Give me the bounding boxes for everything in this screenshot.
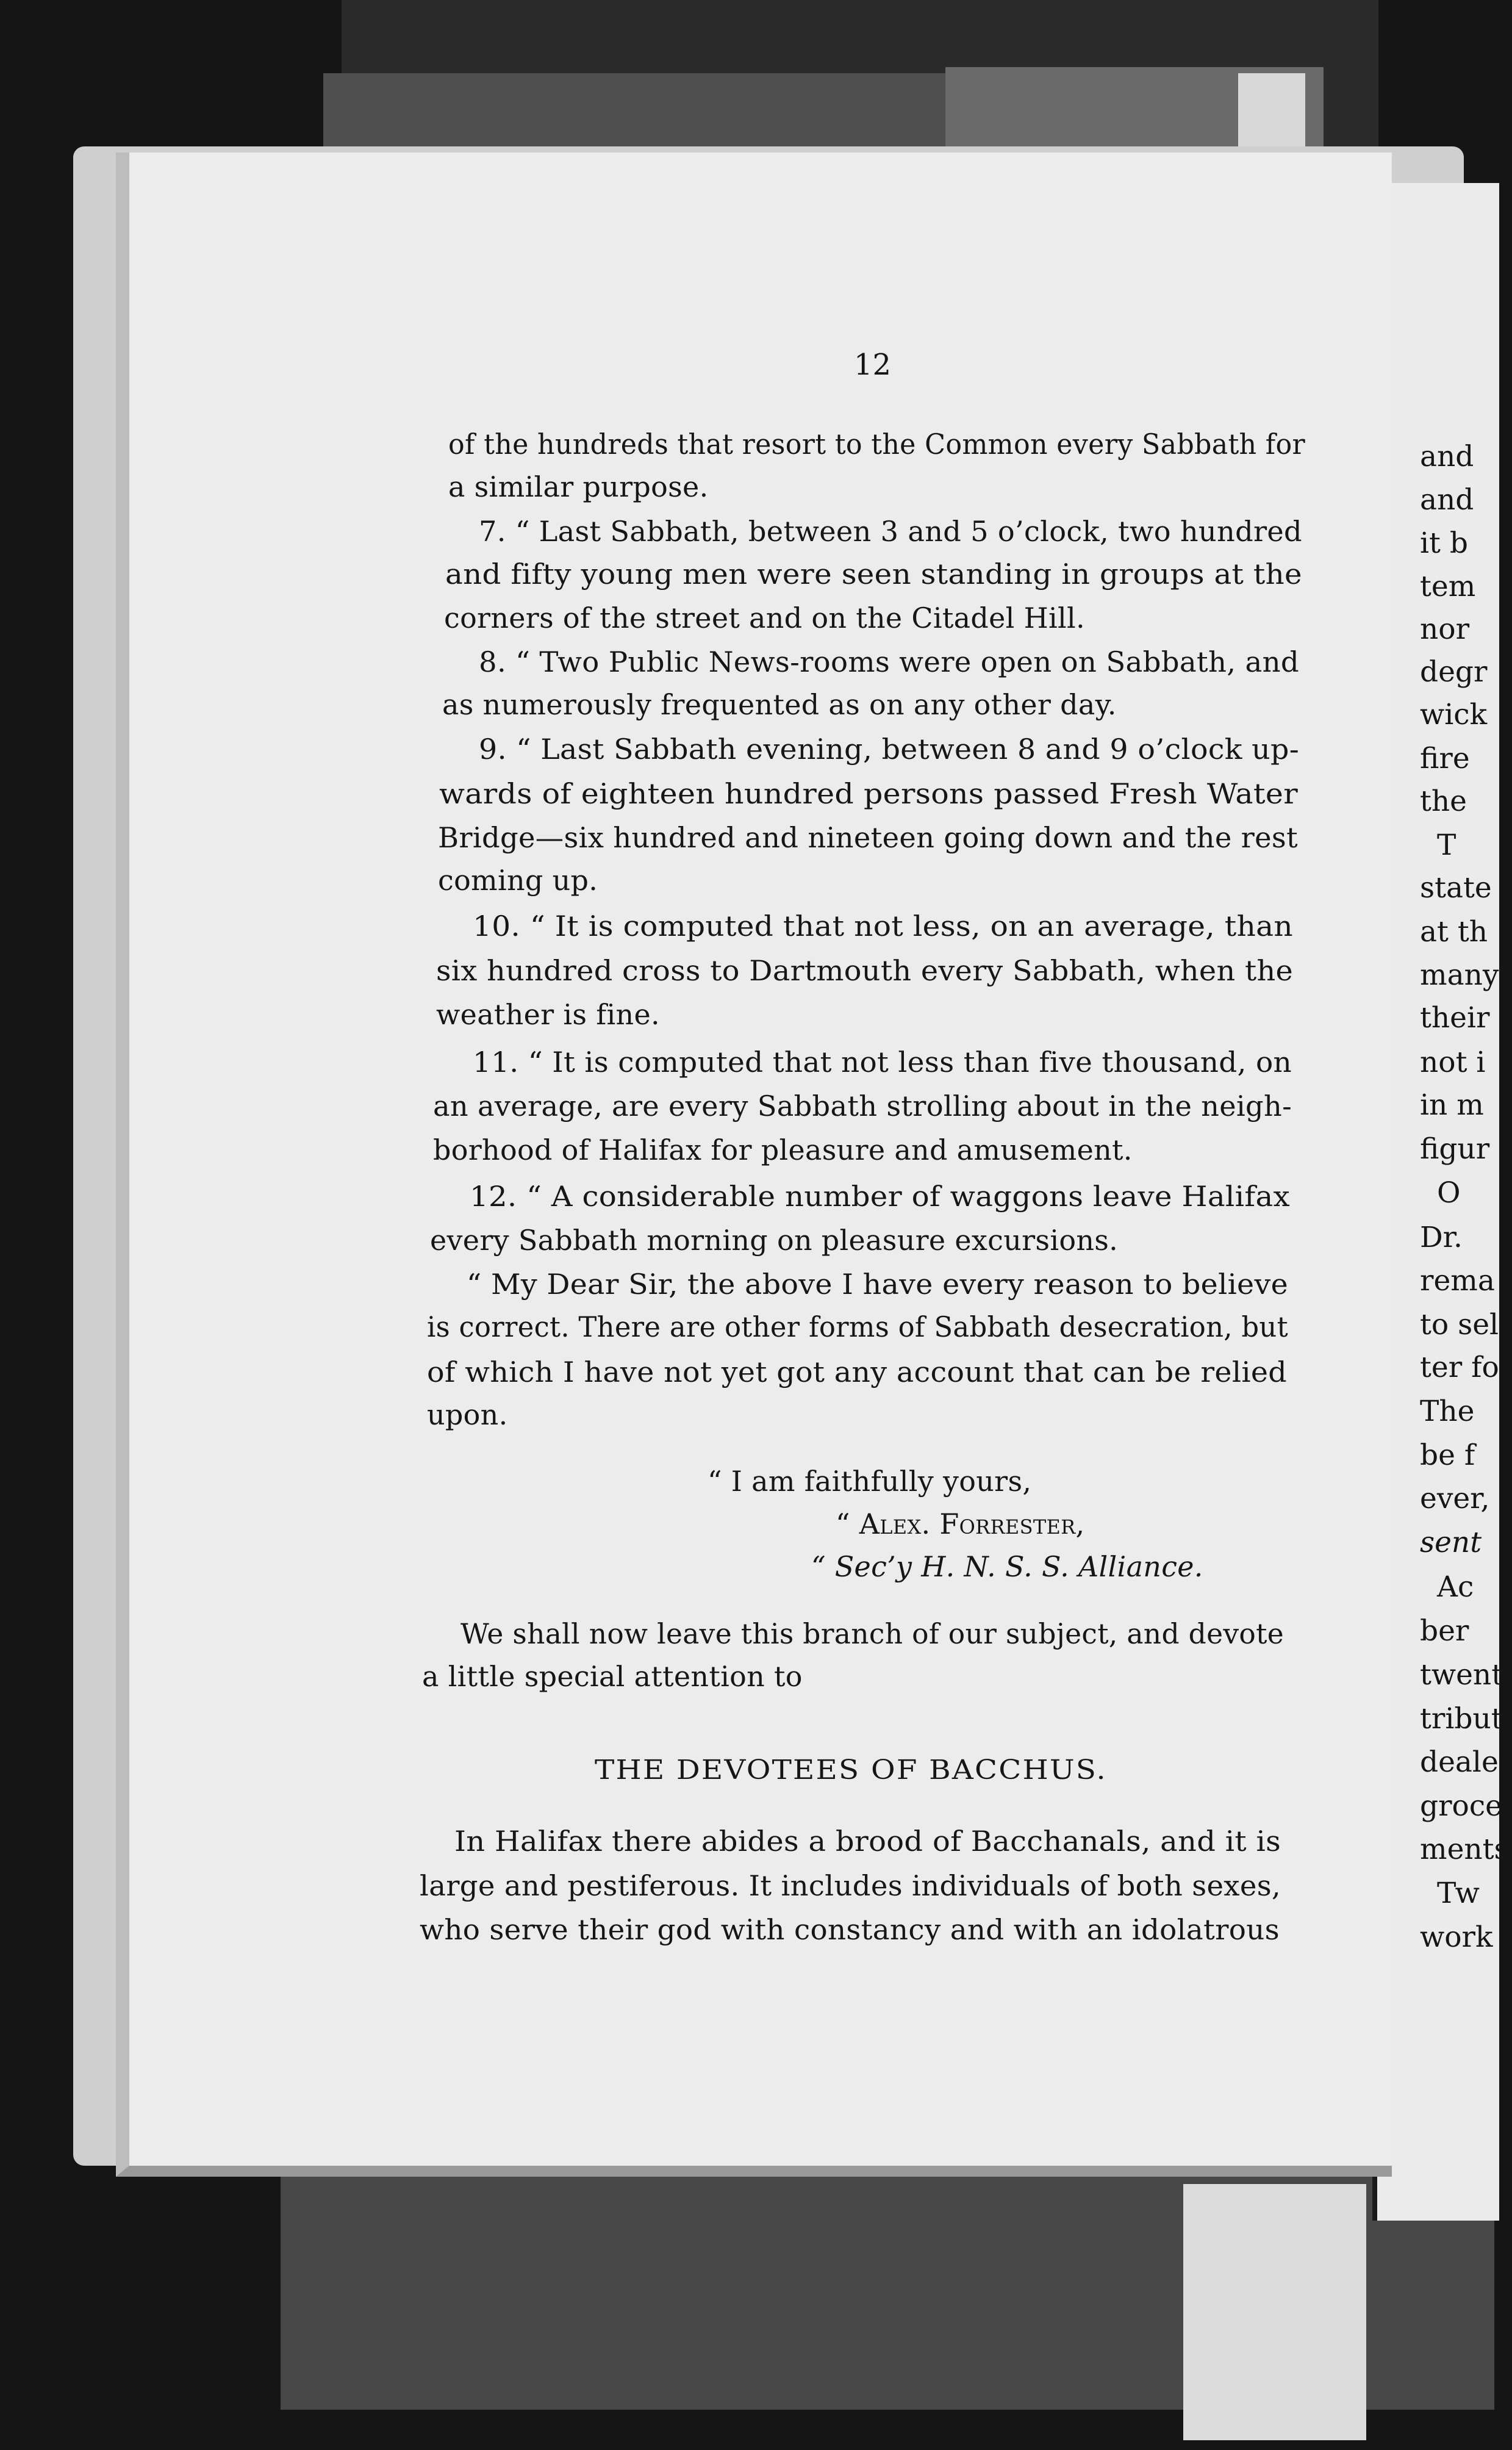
text-line: 8. “ Two Public News-rooms were open on Sabbath, and (479, 645, 1300, 678)
text-line: In Halifax there abides a brood of Bacchanals, and it is (454, 1825, 1281, 1858)
text-line: six hundred cross to Dartmouth every Sabbath, when the (436, 954, 1294, 987)
text-line: corners of the street and on the Citadel Hill. (444, 602, 1085, 634)
right-page-fragment: T (1437, 828, 1456, 862)
right-page-fragment: their (1420, 1001, 1490, 1035)
text-line: who serve their god with constancy and with an idolatrous (420, 1913, 1280, 1946)
right-page-fragment: figur (1420, 1132, 1490, 1166)
right-page-fragment: sent (1420, 1526, 1482, 1559)
text-line: coming up. (438, 864, 598, 897)
right-page-fragment: and (1420, 440, 1474, 473)
right-page-fragment: and (1420, 483, 1474, 517)
text-line: 11. “ It is computed that not less than five thousand, on (473, 1046, 1292, 1079)
right-page-fragment: work (1420, 1920, 1493, 1954)
text-line: an average, are every Sabbath strolling about in the neigh- (433, 1090, 1292, 1123)
section-heading: THE DEVOTEES OF BACCHUS. (595, 1755, 1108, 1786)
right-page-fragment: The (1420, 1395, 1475, 1428)
text-line: upon. (427, 1398, 508, 1431)
text-line: We shall now leave this branch of our subject, and devote (460, 1617, 1284, 1650)
right-page-fragment: ments (1420, 1833, 1509, 1866)
text-line: Bridge—six hundred and nineteen going down and the rest (438, 821, 1298, 854)
text-line: large and pestiferous. It includes individuals of both sexes, (420, 1869, 1281, 1902)
text-line: of which I have not yet got any account that can be relied (427, 1356, 1288, 1388)
right-page-fragment: wick (1420, 698, 1488, 731)
text-line: 7. “ Last Sabbath, between 3 and 5 o’clock, two hundred (479, 515, 1302, 548)
right-page-fragment: groce (1420, 1789, 1502, 1823)
right-page-fragment: it b (1420, 526, 1468, 560)
text-line: wards of eighteen hundred persons passed Fresh Water (439, 777, 1298, 810)
right-page-fragment: fire (1420, 742, 1470, 775)
signature-title: “ Sec’y H. N. S. S. Alliance. (811, 1550, 1203, 1583)
right-page-fragment: state (1420, 871, 1492, 905)
right-page-fragment: Ac (1437, 1570, 1474, 1604)
signature-closing: “ I am faithfully yours, (708, 1465, 1032, 1498)
text-line: a little special attention to (422, 1660, 803, 1693)
text-line: every Sabbath morning on pleasure excursions. (430, 1224, 1119, 1257)
text-line: a similar purpose. (448, 470, 709, 503)
page-number: 12 (854, 348, 892, 382)
right-page-fragment: ever, (1420, 1482, 1490, 1515)
right-page-fragment: to sel (1420, 1308, 1499, 1342)
text-line: as numerously frequented as on any other day. (442, 688, 1117, 721)
right-page-fragment: ber (1420, 1614, 1469, 1648)
right-page-fragment: many (1420, 958, 1499, 992)
text-line: of the hundreds that resort to the Common every Sabbath for (448, 428, 1306, 461)
right-page-fragment: Dr. (1420, 1221, 1463, 1254)
text-line: 10. “ It is computed that not less, on an average, than (473, 910, 1294, 943)
right-page-fragment: tem (1420, 570, 1476, 603)
text-line: 12. “ A considerable number of waggons leave Halifax (470, 1180, 1291, 1213)
scan-tab-bottom (1183, 2184, 1366, 2440)
text-line: and fifty young men were seen standing in groups at the (445, 558, 1302, 591)
right-page-fragment: O (1437, 1176, 1461, 1210)
text-line: “ My Dear Sir, the above I have every reason to believe (467, 1268, 1288, 1301)
right-page-fragment: degr (1420, 655, 1488, 689)
right-page-fragment: at th (1420, 915, 1488, 949)
right-page-fragment: dealer (1420, 1745, 1512, 1779)
right-page-fragment: not i (1420, 1046, 1486, 1079)
right-page-fragment: in m (1420, 1088, 1484, 1122)
right-page-fragment: nor (1420, 612, 1470, 646)
right-page-fragment: twent (1420, 1658, 1503, 1692)
text-line: weather is fine. (436, 998, 660, 1031)
right-page-fragment: the (1420, 785, 1467, 818)
text-line: is correct. There are other forms of Sabbath desecration, but (427, 1310, 1288, 1343)
right-page-fragment: Tw (1437, 1877, 1480, 1910)
right-page-fragment: be f (1420, 1439, 1475, 1472)
right-page-fragment: tribut (1420, 1702, 1503, 1736)
text-line: 9. “ Last Sabbath evening, between 8 and 9 o’clock up- (479, 733, 1300, 766)
signature-name: “ Alex. Forrester, (836, 1507, 1085, 1540)
text-line: borhood of Halifax for pleasure and amusement. (433, 1133, 1133, 1166)
right-page-fragment: rema (1420, 1264, 1495, 1298)
right-page-fragment: ter fo (1420, 1351, 1499, 1384)
